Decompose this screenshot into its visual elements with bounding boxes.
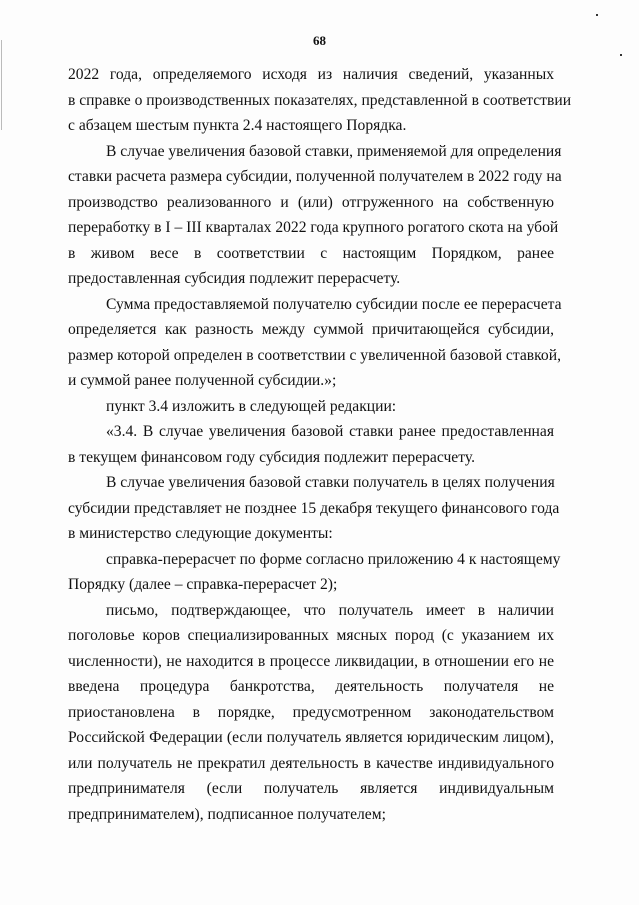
text-line: поголовье коров специализированных мясных пород (с указанием их [68,627,554,644]
text-line: В случае увеличения базовой ставки, применяемой для определения [106,142,562,160]
text-line: определяется как разность между суммой причитающейся субсидии, [68,321,554,338]
text-line: «3.4. В случае увеличения базовой ставки ранее предоставленная [106,423,554,440]
text-line: переработку в I – III кварталах 2022 года крупного рогатого скота на убой [68,219,559,236]
document-body [68,62,572,827]
scan-artifact [620,54,622,56]
text-line: в справке о производственных показателях, представленной в соответствии [68,91,572,109]
text-line: в министерство следующие документы: [68,525,333,542]
text-line: предоставленная субсидия подлежит перерасчету. [68,270,401,287]
text-line: размер которой определен в соответствии с увеличенной базовой ставкой, [68,346,561,364]
text-line: введена процедура банкротства, деятельность получателя не [68,678,554,695]
text-line: производство реализованного и (или) отгруженного на собственную [68,193,554,211]
text-line: в живом весе в соответствии с настоящим Порядком, ранее [68,244,554,262]
text-line: численности), не находится в процессе ликвидации, в отношении его не [68,652,554,670]
text-line: с абзацем шестым пункта 2.4 настоящего Порядка. [68,117,407,134]
text-line: субсидии представляет не позднее 15 декабря текущего финансового года [68,499,560,517]
text-line: Российской Федерации (если получатель является юридическим лицом), [68,729,554,746]
scan-artifact [1,40,2,130]
text-line: предпринимателем), подписанное получателем; [68,805,386,823]
text-line: предпринимателя (если получатель является индивидуальным [68,780,554,797]
scan-artifact [596,14,598,16]
text-line: Сумма предоставляемой получателю субсидии после ее перерасчета [106,295,562,313]
text-line: письмо, подтверждающее, что получатель имеет в наличии [106,601,554,619]
text-line: в текущем финансовом году субсидия подлежит перерасчету. [68,448,475,466]
text-line: пункт 3.4 изложить в следующей редакции: [106,397,397,415]
text-line: и суммой ранее полученной субсидии.»; [68,372,337,389]
text-line: ставки расчета размера субсидии, полученной получателем в 2022 году на [68,168,562,185]
page-number: 68 [313,33,326,48]
text-line: 2022 года, определяемого исходя из наличия сведений, указанных [68,66,554,83]
text-line: или получатель не прекратил деятельность в качестве индивидуального [68,754,554,772]
text-line: Порядку (далее – справка-перерасчет 2); [68,576,338,593]
text-line: В случае увеличения базовой ставки получатель в целях получения [106,474,555,491]
text-line: справка-перерасчет по форме согласно приложению 4 к настоящему [106,550,561,568]
text-line: приостановлена в порядке, предусмотренном законодательством [68,703,554,721]
